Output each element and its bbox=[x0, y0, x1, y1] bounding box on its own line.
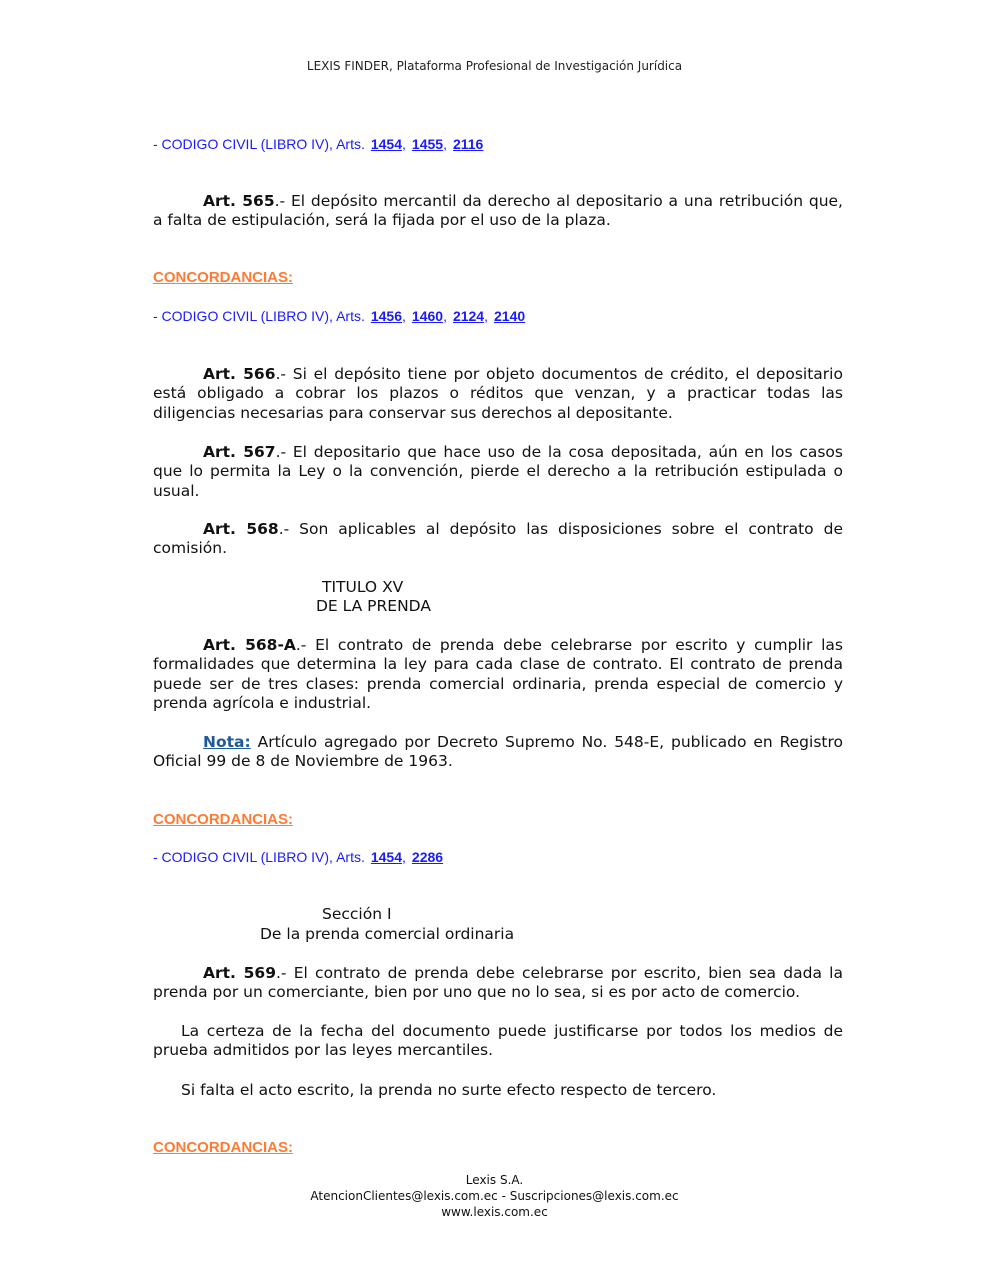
nota-text: Artículo agregado por Decreto Supremo No. 548-E, publicado en Registro Oficial 99 de 8 de Noviembre de 1963. bbox=[153, 733, 843, 771]
article-text: .- El contrato de prenda debe celebrarse por escrito, bien sea dada la prenda por un comerciante, bien por uno que no lo sea, si es por acto de comercio. bbox=[153, 964, 843, 1002]
article-link-1455[interactable]: 1455 bbox=[411, 136, 444, 152]
article-text: .- Si el depósito tiene por objeto documentos de crédito, el depositario está obligado a cobrar los plazos o réditos que venzan, y a practicar todas las diligencias necesarias para conservar sus derechos al depositante. bbox=[153, 365, 843, 422]
article-link-1454[interactable]: 1454 bbox=[370, 849, 403, 865]
article-566 bbox=[153, 365, 843, 423]
conc-prefix: - CODIGO CIVIL (LIBRO IV), Arts. bbox=[153, 849, 365, 865]
titulo-name: DE LA PRENDA bbox=[316, 597, 431, 615]
article-565 bbox=[153, 192, 843, 231]
comma: , bbox=[484, 308, 488, 324]
page-footer bbox=[0, 1172, 989, 1220]
article-label: Art. 567 bbox=[203, 443, 276, 461]
paragraph-certeza bbox=[153, 1022, 843, 1061]
article-text: .- El depósito mercantil da derecho al depositario a una retribución que, a falta de estipulación, será la fijada por el uso de la plaza. bbox=[153, 192, 843, 230]
article-link-2286[interactable]: 2286 bbox=[411, 849, 444, 865]
nota-paragraph bbox=[153, 733, 843, 772]
seccion-number: Sección I bbox=[322, 905, 392, 923]
footer-web: www.lexis.com.ec bbox=[441, 1205, 548, 1219]
article-link-1456[interactable]: 1456 bbox=[370, 308, 403, 324]
concordancias-heading-1: CONCORDANCIAS: bbox=[153, 269, 293, 286]
article-text: .- Son aplicables al depósito las disposiciones sobre el contrato de comisión. bbox=[153, 520, 843, 558]
conc-prefix: - CODIGO CIVIL (LIBRO IV), Arts. bbox=[153, 308, 365, 324]
article-text: .- El contrato de prenda debe celebrarse por escrito y cumplir las formalidades que determina la ley para cada clase de contrato. El contrato de prenda puede ser de tres clases: prenda comercial ordinaria, prenda especial de comercio y prenda agrícola e industrial. bbox=[153, 636, 843, 713]
article-link-1460[interactable]: 1460 bbox=[411, 308, 444, 324]
conc-prefix: - CODIGO CIVIL (LIBRO IV), Arts. bbox=[153, 136, 365, 152]
article-text: .- El depositario que hace uso de la cosa depositada, aún en los casos que lo permita la Ley o la convención, pierde el derecho a la retribución estipulada o usual. bbox=[153, 443, 843, 500]
page-header: LEXIS FINDER, Plataforma Profesional de Investigación Jurídica bbox=[306, 59, 683, 73]
comma: , bbox=[402, 849, 406, 865]
concordancias-heading-2: CONCORDANCIAS: bbox=[153, 811, 293, 828]
paragraph-text: Si falta el acto escrito, la prenda no surte efecto respecto de tercero. bbox=[181, 1081, 717, 1099]
paragraph-falta bbox=[153, 1081, 843, 1100]
article-label: Art. 568-A bbox=[203, 636, 296, 654]
article-link-2124[interactable]: 2124 bbox=[452, 308, 485, 324]
footer-company: Lexis S.A. bbox=[465, 1173, 524, 1187]
comma: , bbox=[443, 308, 447, 324]
article-link-1454[interactable]: 1454 bbox=[370, 136, 403, 152]
article-567 bbox=[153, 443, 843, 501]
article-label: Art. 565 bbox=[203, 192, 275, 210]
article-568 bbox=[153, 520, 843, 559]
concordancias-line-3 bbox=[153, 849, 443, 865]
article-label: Art. 568 bbox=[203, 520, 279, 538]
footer-emails: AtencionClientes@lexis.com.ec - Suscripciones@lexis.com.ec bbox=[310, 1189, 679, 1203]
article-569 bbox=[153, 964, 843, 1003]
paragraph-text: La certeza de la fecha del documento puede justificarse por todos los medios de prueba admitidos por las leyes mercantiles. bbox=[153, 1022, 843, 1060]
titulo-number: TITULO XV bbox=[322, 578, 404, 596]
concordancias-heading-3: CONCORDANCIAS: bbox=[153, 1139, 293, 1156]
article-link-2140[interactable]: 2140 bbox=[494, 308, 526, 324]
nota-label: Nota: bbox=[203, 733, 251, 751]
comma: , bbox=[402, 136, 406, 152]
concordancias-line-2 bbox=[153, 308, 525, 324]
article-label: Art. 569 bbox=[203, 964, 276, 982]
article-link-2116[interactable]: 2116 bbox=[452, 136, 484, 152]
article-label: Art. 566 bbox=[203, 365, 276, 383]
comma: , bbox=[443, 136, 447, 152]
concordancias-line-1 bbox=[153, 136, 483, 152]
article-568-a bbox=[153, 636, 843, 714]
seccion-name: De la prenda comercial ordinaria bbox=[260, 925, 515, 943]
comma: , bbox=[402, 308, 406, 324]
